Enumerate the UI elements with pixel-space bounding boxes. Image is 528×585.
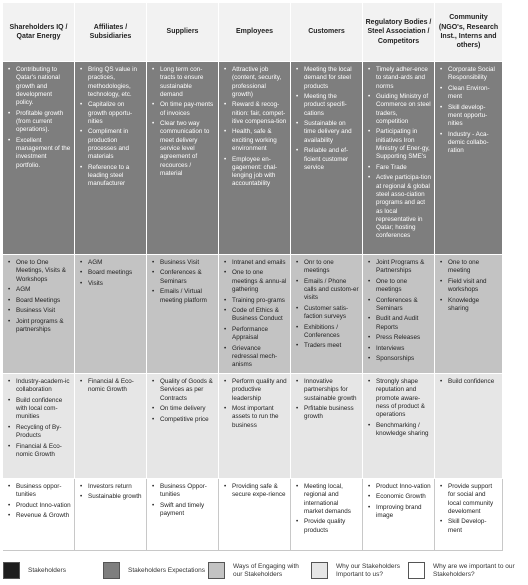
bullet-item: • Profitable growth (from current operations). [7, 110, 71, 135]
bullet-item: • Product Inno-vation [367, 483, 431, 491]
header-employees: Employees [219, 3, 291, 62]
bullet-item: • Participating in initiatives Iron Ministry of Ener-gy, Supporting SME's [367, 128, 431, 161]
legend-swatch [408, 562, 425, 579]
bullet-item: • Capitalize on growth opportu-nities [79, 101, 143, 126]
stakeholders-expectations-cell [3, 62, 75, 255]
bullet-item: • Training pro-grams [223, 297, 287, 305]
ways-of-engaging-cell [363, 255, 435, 374]
legend-item [103, 562, 206, 579]
bullet-list [367, 483, 431, 521]
bullet-item: • One to one meetings & annu-al gathering [223, 269, 287, 294]
why-important-to-stakeholders-cell [3, 479, 75, 551]
bullet-item: • Competitive price [151, 416, 215, 424]
bullet-item: • Performance Appraisal [223, 326, 287, 343]
header-customers: Customers [291, 3, 363, 62]
bullet-item: • Code of Ethics & Business Conduct [223, 307, 287, 324]
legend-item [408, 562, 528, 579]
legend-swatch [311, 562, 328, 579]
legend-swatch [103, 562, 120, 579]
stakeholders-expectations-cell [147, 62, 219, 255]
bullet-item: • Field visit and workshops [439, 278, 499, 295]
bullet-item: • Contributing to Qatar's national growth and development policy. [7, 66, 71, 107]
bullet-item: • Improving brand image [367, 504, 431, 521]
why-important-to-us-cell [75, 374, 147, 479]
bullet-item: • Active participa-tion at regional & global steel asso-ciation programs and act as local representative in Qatar; hosting conferences [367, 174, 431, 240]
bullet-item: • Strongly shape reputation and promote aware-ness of product & operations [367, 378, 431, 419]
stakeholders-expectations-cell [435, 62, 503, 255]
bullet-list [7, 378, 71, 459]
bullet-list [223, 378, 287, 430]
bullet-item: • Sustainable on time delivery and availability [295, 120, 359, 145]
legend-swatch [3, 562, 20, 579]
bullet-list [295, 66, 359, 172]
bullet-list [439, 378, 499, 386]
bullet-item: • Build confidence [439, 378, 499, 386]
bullet-item: • Skill Develop-ment [439, 518, 499, 535]
bullet-list [7, 66, 71, 170]
bullet-item: • Industry-academ-ic collaboration [7, 378, 71, 395]
legend-swatch [208, 562, 225, 579]
bullet-item: • Business Oppor-tunities [151, 483, 215, 500]
bullet-item: • Reward & recog-nition: fair, compet-itive compensa-tion [223, 101, 287, 126]
bullet-item: • Meeting the local demand for steel products [295, 66, 359, 91]
bullet-list [151, 483, 215, 518]
bullet-list [223, 259, 287, 370]
bullet-list [79, 66, 143, 189]
bullet-item: • Knowledge sharing [439, 297, 499, 314]
bullet-item: • Revenue & Growth [7, 512, 71, 520]
bullet-item: • Sponsorships [367, 355, 431, 363]
ways-of-engaging-cell [291, 255, 363, 374]
bullet-list [439, 259, 499, 313]
bullet-item: • Corporate Social Responsibility [439, 66, 499, 83]
bullet-item: • Meeting the product specifi-cations [295, 93, 359, 118]
ways-of-engaging-cell [219, 255, 291, 374]
legend-label: Stakeholders [28, 566, 66, 574]
bullet-item: • Financial & Eco-nomic Growth [7, 443, 71, 460]
bullet-item: • Emails / Phone calls and custom-er visits [295, 278, 359, 303]
bullet-item: • Guiding Ministry of Commerce on steel traders, competition [367, 93, 431, 126]
header-community: Community (NGO's, Research Inst., Interns and others) [435, 3, 503, 62]
bullet-list [367, 259, 431, 363]
bullet-item: • Emails / Virtual meeting platform [151, 288, 215, 305]
header-regulatory: Regulatory Bodies / Steel Association / Competitors [363, 3, 435, 62]
bullet-item: • Exhibitions / Conferences [295, 324, 359, 341]
bullet-item: • One to One Meetings, Visits & Workshops [7, 259, 71, 284]
bullet-list [151, 378, 215, 424]
bullet-list [439, 483, 499, 535]
bullet-item: • Recycling of By-Products [7, 424, 71, 441]
legend [3, 560, 515, 582]
why-important-to-stakeholders-cell [435, 479, 503, 551]
bullet-item: • Fare Trade [367, 164, 431, 172]
why-important-to-us-cell [3, 374, 75, 479]
ways-of-engaging-cell [75, 255, 147, 374]
bullet-item: • Onr to one meetings [295, 259, 359, 276]
bullet-list [295, 483, 359, 535]
bullet-item: • Industry - Aca-demic collabo-ration [439, 131, 499, 156]
legend-item [311, 562, 406, 579]
header-shareholders: Shareholders IQ / Qatar Energy [3, 3, 75, 62]
why-important-to-us-cell [363, 374, 435, 479]
bullet-list [7, 483, 71, 521]
bullet-list [79, 483, 143, 502]
bullet-item: • Clean Environ-ment [439, 85, 499, 102]
stakeholders-expectations-cell [75, 62, 147, 255]
bullet-item: • Compliment in production processes and materials [79, 128, 143, 161]
header-affiliates: Affiliates / Subsidiaries [75, 3, 147, 62]
legend-label: Why our Stakeholders Important to us? [336, 563, 400, 578]
legend-item [208, 562, 308, 579]
bullet-item: • Innovative partnerships for sustainable growth [295, 378, 359, 403]
bullet-item: • Business oppor-tunities [7, 483, 71, 500]
why-important-to-stakeholders-cell [75, 479, 147, 551]
bullet-list [367, 66, 431, 241]
bullet-item: • AGM [7, 286, 71, 294]
bullet-list [439, 66, 499, 156]
bullet-list [151, 259, 215, 305]
stakeholders-expectations-cell [219, 62, 291, 255]
bullet-item: • Board meetings [79, 269, 143, 277]
bullet-item: • Grievance redressal mech-anisms [223, 345, 287, 370]
ways-of-engaging-cell [147, 255, 219, 374]
bullet-list [151, 66, 215, 178]
bullet-item: • Providing safe & secure expe-rience [223, 483, 287, 500]
ways-of-engaging-cell [3, 255, 75, 374]
legend-label: Stakeholders Expectations [128, 566, 205, 574]
bullet-item: • Meeting local, regional and international market demands [295, 483, 359, 516]
why-important-to-us-cell [219, 374, 291, 479]
bullet-item: • Provide support for social and local community develoment [439, 483, 499, 516]
bullet-item: • Long term con-tracts to ensure sustainable demand [151, 66, 215, 99]
bullet-item: • Employee en-gagement: chal-lenging job with accountability [223, 156, 287, 189]
bullet-item: • Business Visit [151, 259, 215, 267]
bullet-item: • Reference to a leading steel manufacturer [79, 164, 143, 189]
bullet-list [367, 378, 431, 438]
bullet-item: • One to one meetings [367, 278, 431, 295]
bullet-item: • Build confidence with local com-munities [7, 397, 71, 422]
why-important-to-stakeholders-cell [363, 479, 435, 551]
bullet-item: • Prfitable business growth [295, 405, 359, 422]
bullet-item: • Attractive job (content, security, professional growth) [223, 66, 287, 99]
why-important-to-us-cell [291, 374, 363, 479]
legend-item [3, 562, 98, 579]
ways-of-engaging-cell [435, 255, 503, 374]
bullet-item: • Clear two way communication to meet delivery service level agreement of recources / material [151, 120, 215, 178]
bullet-item: • On time pay-ments of invoices [151, 101, 215, 118]
bullet-item: • Conferences & Seminars [367, 297, 431, 314]
bullet-item: • Sustainable growth [79, 493, 143, 501]
stakeholders-expectations-cell [363, 62, 435, 255]
bullet-list [223, 66, 287, 189]
bullet-item: • Business Visit [7, 307, 71, 315]
bullet-item: • Budit and Audit Reports [367, 315, 431, 332]
bullet-item: • Financial & Eco-nomic Growth [79, 378, 143, 395]
bullet-list [295, 259, 359, 351]
bullet-item: • Interviews [367, 345, 431, 353]
bullet-item: • Press Releases [367, 334, 431, 342]
bullet-list [295, 378, 359, 422]
header-suppliers: Suppliers [147, 3, 219, 62]
bullet-list [79, 378, 143, 395]
why-important-to-us-cell [147, 374, 219, 479]
bullet-item: • Investors return [79, 483, 143, 491]
bullet-item: • On time delivery [151, 405, 215, 413]
bullet-item: • Health, safe & exciting working environment [223, 128, 287, 153]
bullet-list [7, 259, 71, 334]
bullet-item: • Provide quality products [295, 518, 359, 535]
why-important-to-stakeholders-cell [291, 479, 363, 551]
legend-label: Why are we important to our Stakeholders? [433, 563, 515, 578]
bullet-item: • Quality of Goods & Services as per Contracts [151, 378, 215, 403]
why-important-to-stakeholders-cell [147, 479, 219, 551]
bullet-item: • One to one meeting [439, 259, 499, 276]
why-important-to-us-cell [435, 374, 503, 479]
bullet-item: • Bring QS value in practices, methodologies, technology, etc. [79, 66, 143, 99]
bullet-item: • Conferences & Seminars [151, 269, 215, 286]
bullet-item: • Customer satis-faction surveys [295, 305, 359, 322]
bullet-item: • AGM [79, 259, 143, 267]
bullet-item: • Excellent management of the investment portfolio. [7, 137, 71, 170]
bullet-item: • Perform quality and productive leadership [223, 378, 287, 403]
legend-label: Ways of Engaging with our Stakeholders [233, 563, 299, 578]
bullet-item: • Most important assets to run the business [223, 405, 287, 430]
bullet-item: • Visits [79, 280, 143, 288]
bullet-item: • Skill develop-ment opportu-nities [439, 104, 499, 129]
bullet-item: • Benchmarking / knowledge sharing [367, 422, 431, 439]
bullet-item: • Joint programs & partnerships [7, 318, 71, 335]
bullet-item: • Traders meet [295, 342, 359, 350]
bullet-list [223, 483, 287, 500]
bullet-item: • Swift and timely payment [151, 502, 215, 519]
stakeholders-expectations-cell [291, 62, 363, 255]
why-important-to-stakeholders-cell [219, 479, 291, 551]
bullet-item: • Intranet and emails [223, 259, 287, 267]
bullet-item: • Board Meetings [7, 297, 71, 305]
stakeholder-table [3, 3, 503, 551]
bullet-item: • Joint Programs & Partnerships [367, 259, 431, 276]
bullet-list [79, 259, 143, 288]
bullet-item: • Timely adher-ence to stand-ards and norms [367, 66, 431, 91]
bullet-item: • Economic Growth [367, 493, 431, 501]
bullet-item: • Reliable and ef-ficient customer service [295, 147, 359, 172]
bullet-item: • Product Inno-vation [7, 502, 71, 510]
